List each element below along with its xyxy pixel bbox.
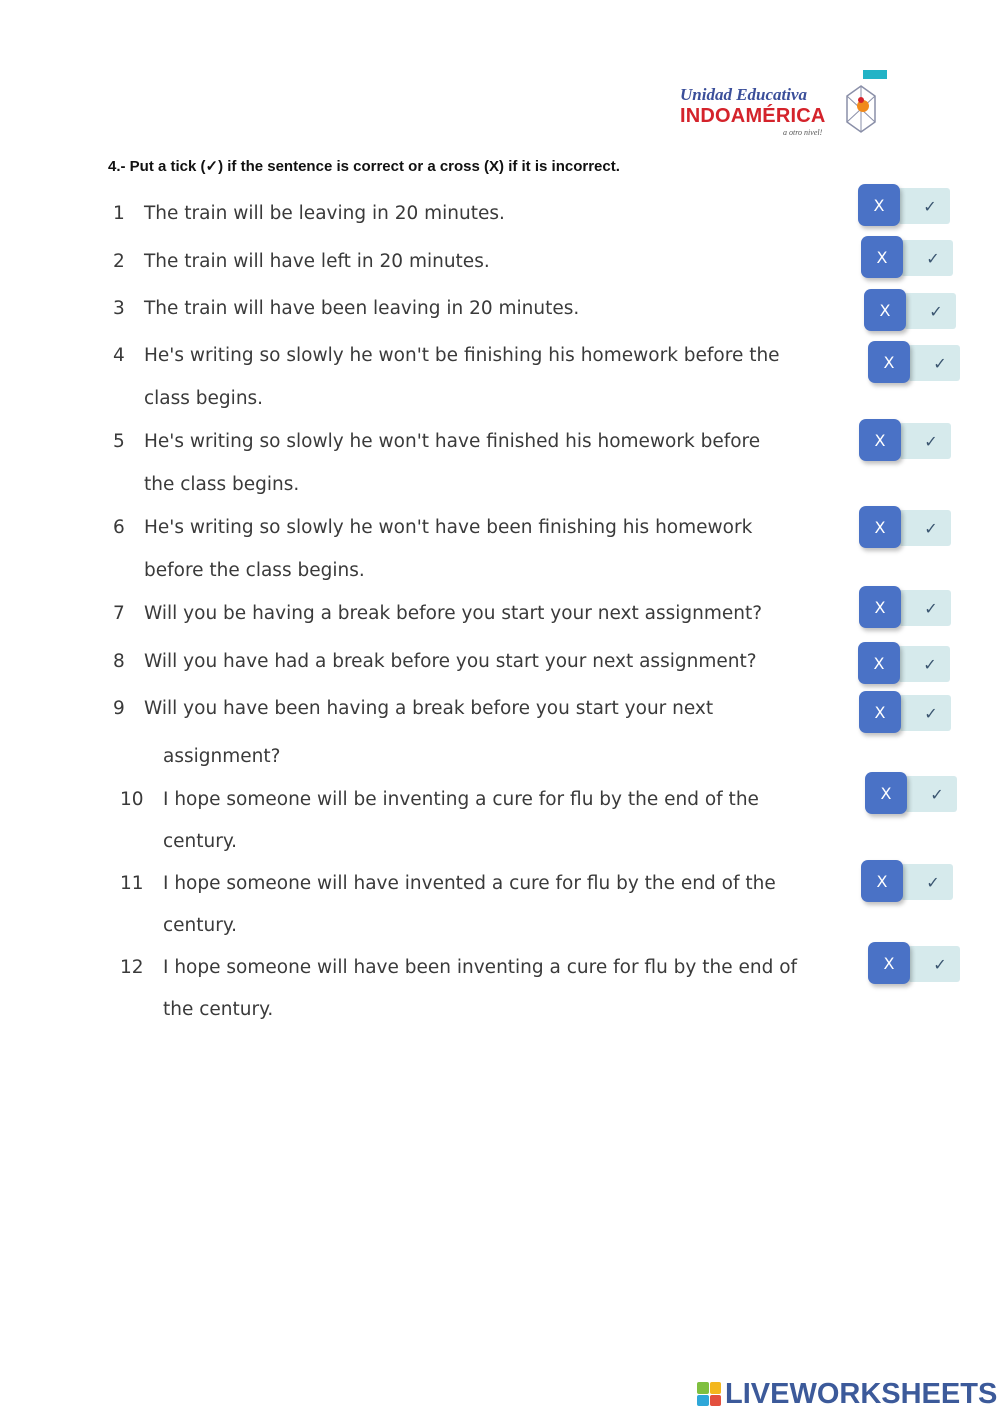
question-number: 6 bbox=[113, 517, 125, 538]
question-number: 11 bbox=[120, 873, 144, 894]
question-number: 3 bbox=[113, 298, 125, 319]
question-text: Will you be having a break before you start your next assignment? bbox=[144, 603, 763, 624]
answer-toggle[interactable] bbox=[859, 586, 953, 630]
logo-tagline: a otro nivel! bbox=[783, 128, 823, 137]
question-text: before the class begins. bbox=[144, 560, 365, 581]
question-number: 1 bbox=[113, 203, 125, 224]
question-number: 10 bbox=[120, 789, 144, 810]
logo-line2: INDOAMÉRICA bbox=[680, 105, 826, 127]
cross-option[interactable]: X bbox=[861, 236, 903, 278]
answer-toggle[interactable] bbox=[861, 860, 955, 904]
question-text: He's writing so slowly he won't have been finishing his homework bbox=[144, 517, 753, 538]
answer-toggle[interactable] bbox=[864, 289, 958, 333]
logo-accent-bar bbox=[863, 70, 887, 79]
school-logo bbox=[680, 70, 895, 140]
logo-emblem-icon bbox=[845, 84, 877, 134]
question-text: century. bbox=[163, 831, 238, 852]
cross-option[interactable]: X bbox=[858, 184, 900, 226]
question-text: the century. bbox=[163, 999, 274, 1020]
tick-option[interactable]: ✓ bbox=[926, 872, 940, 892]
tick-option[interactable]: ✓ bbox=[924, 598, 938, 618]
question-text: The train will have left in 20 minutes. bbox=[144, 251, 490, 272]
question-number: 5 bbox=[113, 431, 125, 452]
cross-option[interactable]: X bbox=[859, 586, 901, 628]
question-number: 9 bbox=[113, 698, 125, 719]
cross-option[interactable]: X bbox=[859, 506, 901, 548]
tick-option[interactable]: ✓ bbox=[933, 353, 947, 373]
answer-toggle[interactable] bbox=[868, 341, 962, 385]
answer-toggle[interactable] bbox=[865, 772, 959, 816]
question-number: 8 bbox=[113, 651, 125, 672]
question-number: 12 bbox=[120, 957, 144, 978]
cross-option[interactable]: X bbox=[864, 289, 906, 331]
cross-option[interactable]: X bbox=[868, 341, 910, 383]
answer-toggle[interactable] bbox=[859, 506, 953, 550]
cross-option[interactable]: X bbox=[861, 860, 903, 902]
answer-toggle[interactable] bbox=[859, 419, 953, 463]
tick-option[interactable]: ✓ bbox=[924, 703, 938, 723]
answer-toggle[interactable] bbox=[858, 184, 952, 228]
tick-option[interactable]: ✓ bbox=[924, 431, 938, 451]
question-text: I hope someone will have been inventing a cure for flu by the end of bbox=[163, 957, 798, 978]
answer-toggle[interactable] bbox=[859, 691, 953, 735]
cross-option[interactable]: X bbox=[858, 642, 900, 684]
tick-option[interactable]: ✓ bbox=[929, 301, 943, 321]
question-text: assignment? bbox=[163, 746, 281, 767]
question-text: I hope someone will have invented a cure for flu by the end of the bbox=[163, 873, 776, 894]
question-number: 7 bbox=[113, 603, 125, 624]
cross-option[interactable]: X bbox=[868, 942, 910, 984]
cross-option[interactable]: X bbox=[859, 691, 901, 733]
question-text: He's writing so slowly he won't be finishing his homework before the bbox=[144, 345, 780, 366]
instruction-text: 4.- Put a tick (✓) if the sentence is correct or a cross (X) if it is incorrect. bbox=[108, 158, 620, 175]
tick-option[interactable]: ✓ bbox=[926, 248, 940, 268]
question-text: the class begins. bbox=[144, 474, 300, 495]
question-number: 2 bbox=[113, 251, 125, 272]
liveworksheets-mark-icon bbox=[697, 1382, 721, 1406]
question-text: I hope someone will be inventing a cure for flu by the end of the bbox=[163, 789, 759, 810]
cross-option[interactable]: X bbox=[865, 772, 907, 814]
footer-brand: LIVEWORKSHEETS bbox=[725, 1377, 998, 1410]
tick-option[interactable]: ✓ bbox=[923, 654, 937, 674]
question-text: The train will have been leaving in 20 minutes. bbox=[144, 298, 580, 319]
tick-option[interactable]: ✓ bbox=[923, 196, 937, 216]
question-text: century. bbox=[163, 915, 238, 936]
tick-option[interactable]: ✓ bbox=[924, 518, 938, 538]
cross-option[interactable]: X bbox=[859, 419, 901, 461]
question-text: He's writing so slowly he won't have finished his homework before bbox=[144, 431, 761, 452]
answer-toggle[interactable] bbox=[868, 942, 962, 986]
question-number: 4 bbox=[113, 345, 125, 366]
question-text: Will you have been having a break before you start your next bbox=[144, 698, 714, 719]
logo-line1: Unidad Educativa bbox=[680, 85, 808, 104]
question-text: class begins. bbox=[144, 388, 264, 409]
question-text: The train will be leaving in 20 minutes. bbox=[144, 203, 505, 224]
tick-option[interactable]: ✓ bbox=[930, 784, 944, 804]
liveworksheets-logo bbox=[697, 1378, 997, 1410]
question-text: Will you have had a break before you start your next assignment? bbox=[144, 651, 757, 672]
tick-option[interactable]: ✓ bbox=[933, 954, 947, 974]
answer-toggle[interactable] bbox=[858, 642, 952, 686]
answer-toggle[interactable] bbox=[861, 236, 955, 280]
